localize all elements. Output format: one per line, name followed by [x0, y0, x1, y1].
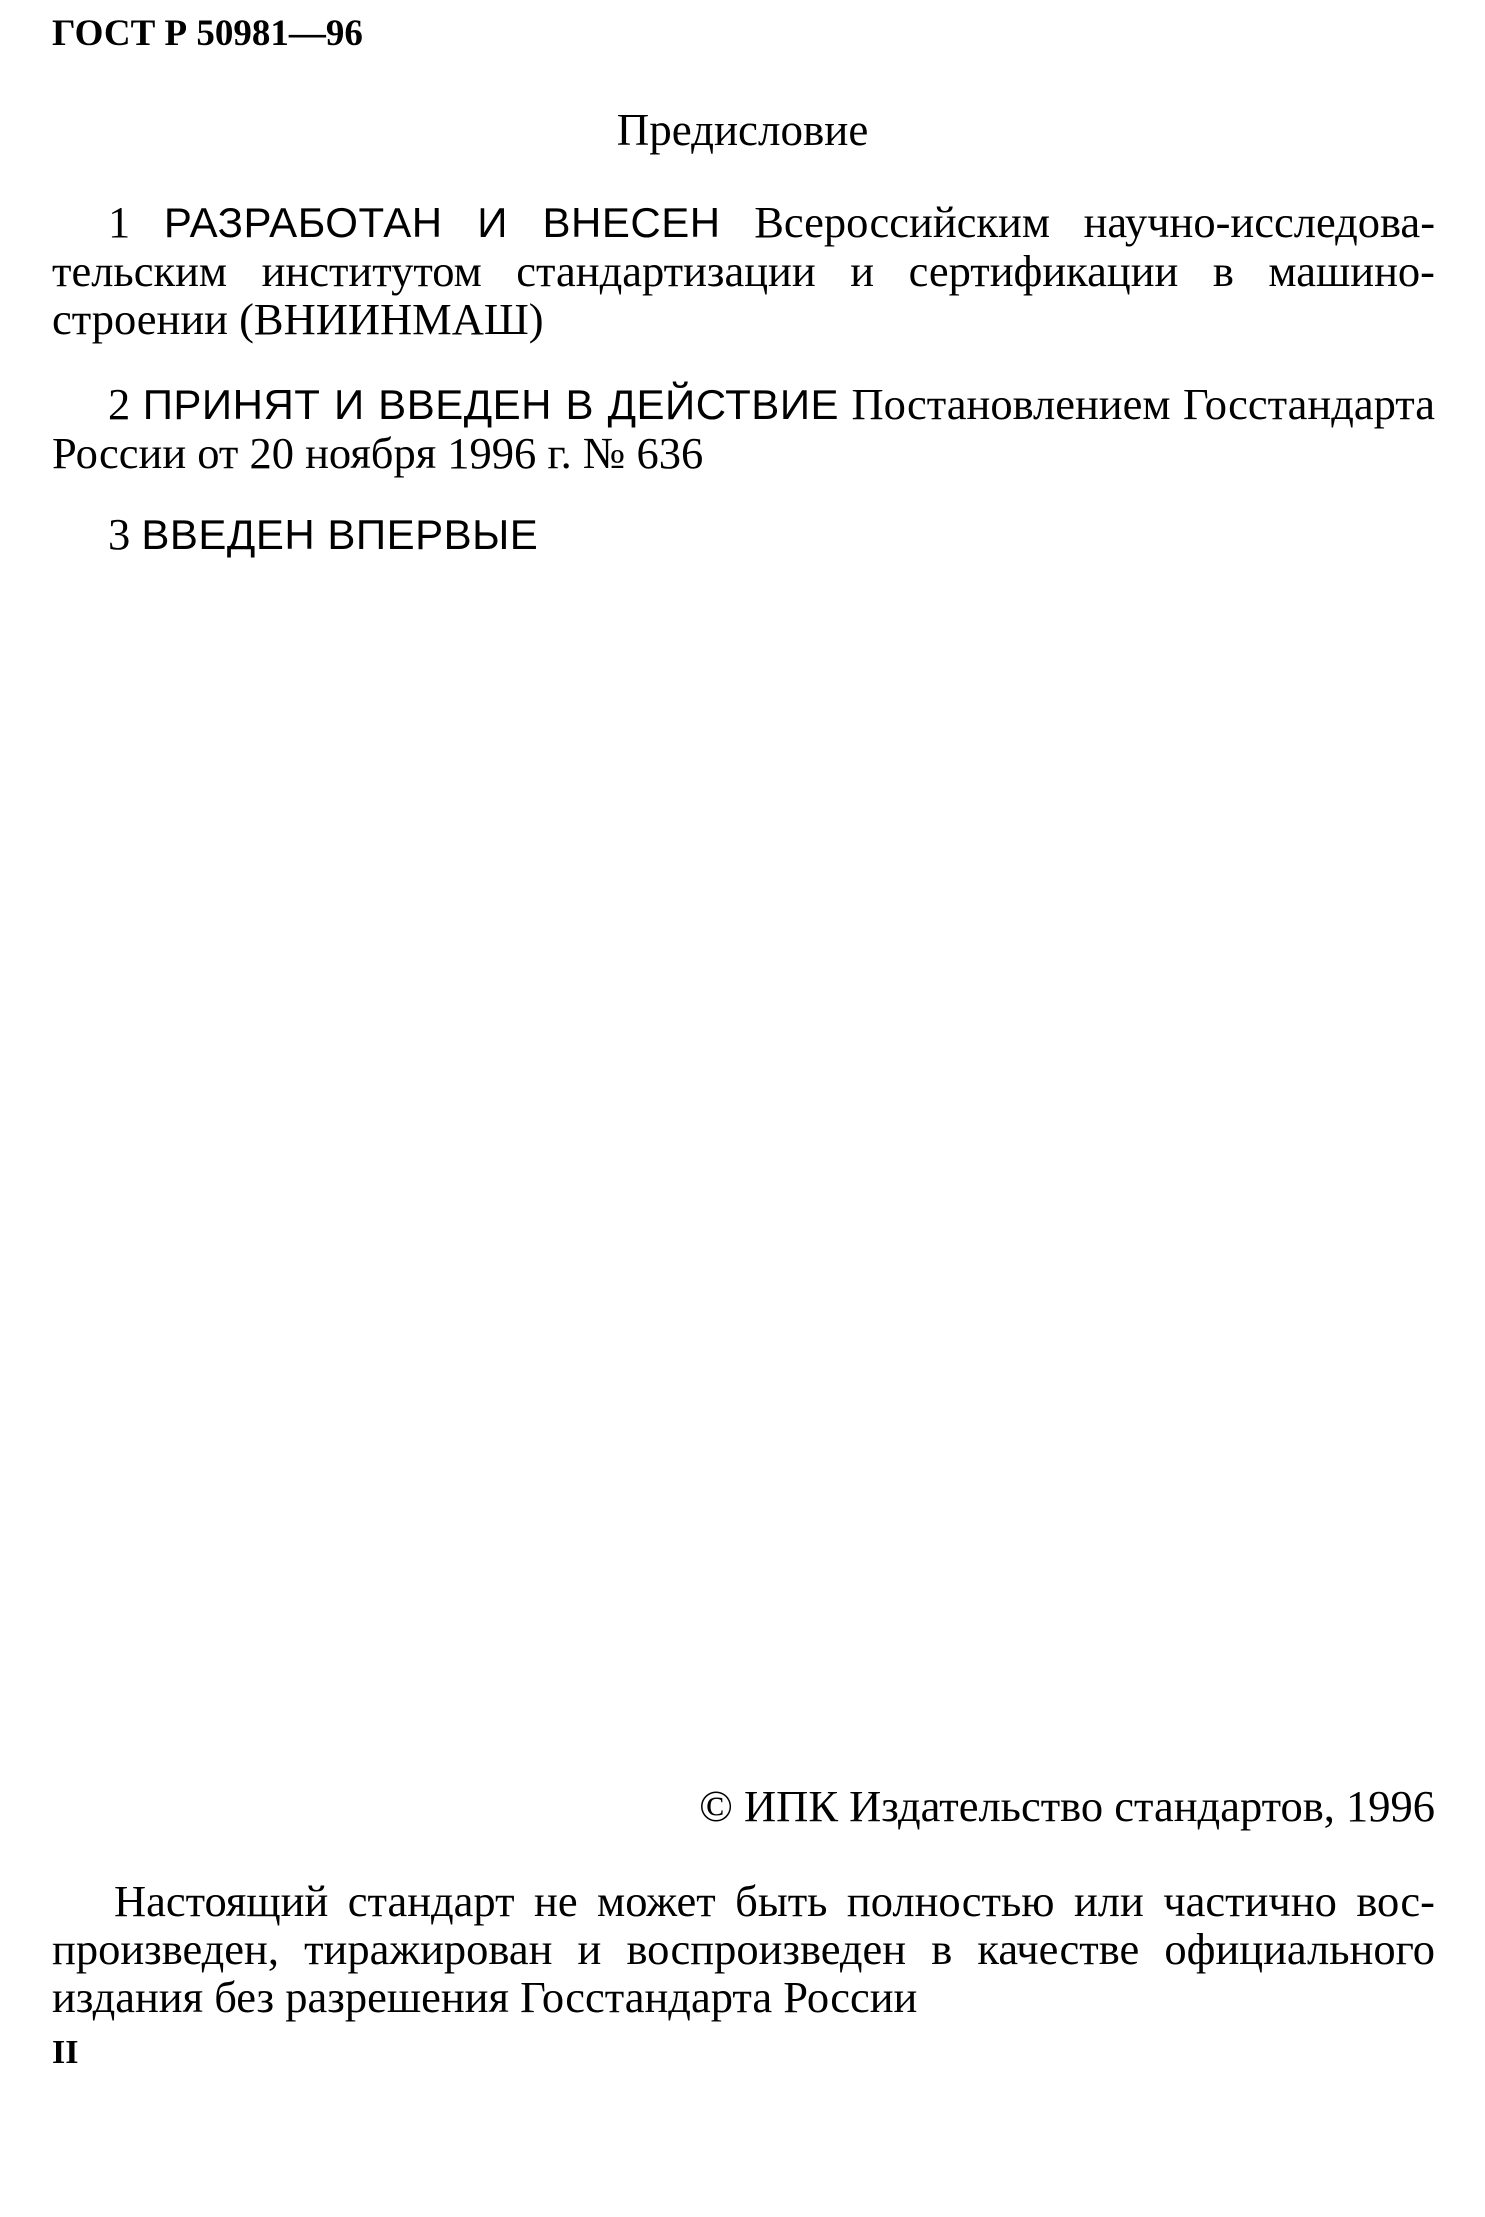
- foreword-item-first-introduced: [52, 510, 1435, 559]
- foreword-item-developed: [52, 198, 1435, 343]
- item-number: 3: [108, 509, 131, 559]
- copyright-line: © ИПК Издательство стандартов, 1996: [699, 1781, 1435, 1831]
- foreword-title-text: Предисловие: [616, 105, 869, 155]
- item-heading: ПРИНЯТ И ВВЕДЕН В ДЕЙСТВИЕ: [142, 381, 840, 428]
- item-number: 2: [108, 379, 131, 429]
- page-number: II: [52, 2034, 79, 2071]
- item-text: Всероссийским научно-исследовательским институтом стандартизации и сертификации в машиностроении (ВНИИНМАШ): [52, 197, 1436, 344]
- document-code-header: ГОСТ Р 50981—96: [52, 13, 363, 54]
- item-heading: РАЗРАБОТАН И ВНЕСЕН: [163, 199, 721, 246]
- item-text: Постановлением Госстандарта России от 20 ноября 1996 г. № 636: [52, 379, 1435, 478]
- foreword-title: [0, 104, 1485, 156]
- reproduction-notice: Настоящий стандарт не может быть полностью или частично воспроизведен, тиражирован и воспроизведен в качестве официального издания без разрешения Госстандарта России: [52, 1876, 1435, 2022]
- item-heading: ВВЕДЕН ВПЕРВЫЕ: [141, 511, 539, 558]
- item-number: 1: [108, 197, 131, 247]
- foreword-item-adopted: [52, 380, 1435, 477]
